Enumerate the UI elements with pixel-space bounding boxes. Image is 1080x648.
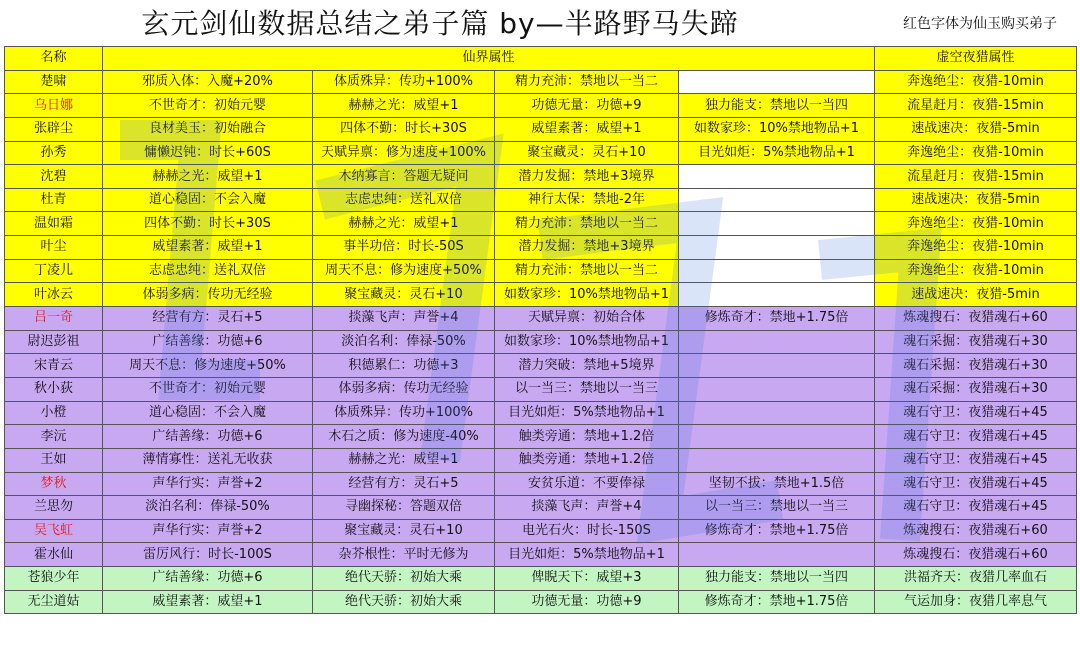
attr-cell: 神行太保：禁地-2年 xyxy=(495,188,679,212)
disciple-name: 小橙 xyxy=(5,401,103,425)
attr-cell: 聚宝藏灵：灵石+10 xyxy=(313,519,495,543)
attr-cell: 淡泊名利：俸禄-50% xyxy=(313,330,495,354)
table-row xyxy=(5,212,1077,236)
night-hunt-cell: 魂石采掘：夜猎魂石+30 xyxy=(875,330,1077,354)
night-hunt-cell: 流星赶月：夜猎-15min xyxy=(875,94,1077,118)
attr-cell: 绝代天骄：初始大乘 xyxy=(313,567,495,591)
night-hunt-cell: 炼魂搜石：夜猎魂石+60 xyxy=(875,519,1077,543)
attr-cell: 天赋异禀：修为速度+100% xyxy=(313,141,495,165)
attr-cell: 威望素著：威望+1 xyxy=(495,117,679,141)
attr-cell: 周天不息：修为速度+50% xyxy=(313,259,495,283)
attr-cell: 威望素著：威望+1 xyxy=(103,590,313,614)
attr-cell: 修炼奇才：禁地+1.75倍 xyxy=(679,519,875,543)
table-row xyxy=(5,354,1077,378)
attr-cell: 绝代天骄：初始大乘 xyxy=(313,590,495,614)
night-hunt-cell: 魂石采掘：夜猎魂石+30 xyxy=(875,354,1077,378)
attr-cell: 功德无量：功德+9 xyxy=(495,590,679,614)
attr-cell: 精力充沛：禁地以一当二 xyxy=(495,70,679,94)
attr-cell xyxy=(679,401,875,425)
attr-cell xyxy=(679,212,875,236)
attr-cell: 潜力突破：禁地+5境界 xyxy=(495,354,679,378)
attr-cell: 以一当三：禁地以一当三 xyxy=(495,377,679,401)
attr-cell: 木石之质：修为速度-40% xyxy=(313,425,495,449)
attr-cell: 体质殊异：传功+100% xyxy=(313,401,495,425)
table-row xyxy=(5,141,1077,165)
title-bar xyxy=(0,0,1080,46)
disciple-name: 丁凌儿 xyxy=(5,259,103,283)
night-hunt-cell: 奔逸绝尘：夜猎-10min xyxy=(875,141,1077,165)
table-row xyxy=(5,330,1077,354)
attr-cell: 道心稳固：不会入魔 xyxy=(103,401,313,425)
attr-cell xyxy=(679,259,875,283)
attr-cell: 志虑忠纯：送礼双倍 xyxy=(103,259,313,283)
night-hunt-cell: 魂石守卫：夜猎魂石+45 xyxy=(875,448,1077,472)
disciple-name: 宋青云 xyxy=(5,354,103,378)
attr-cell: 坚韧不拔：禁地+1.5倍 xyxy=(679,472,875,496)
disciple-name: 无尘道姑 xyxy=(5,590,103,614)
attr-cell: 如数家珍：10%禁地物品+1 xyxy=(495,330,679,354)
table-row xyxy=(5,401,1077,425)
attr-cell xyxy=(679,165,875,189)
night-hunt-cell: 气运加身：夜猎几率息气 xyxy=(875,590,1077,614)
attr-cell: 道心稳固：不会入魔 xyxy=(103,188,313,212)
table-row xyxy=(5,519,1077,543)
night-hunt-cell: 速战速决：夜猎-5min xyxy=(875,283,1077,307)
table-row xyxy=(5,283,1077,307)
header-xukong: 虚空夜猎属性 xyxy=(875,47,1077,71)
legend-note: 红色字体为仙玉购买弟子 xyxy=(903,16,1057,32)
attr-cell: 掞藻飞声：声誉+4 xyxy=(313,307,495,331)
night-hunt-cell: 速战速决：夜猎-5min xyxy=(875,188,1077,212)
table-row xyxy=(5,94,1077,118)
attr-cell xyxy=(679,283,875,307)
attr-cell: 电光石火：时长-150S xyxy=(495,519,679,543)
attr-cell: 广结善缘：功德+6 xyxy=(103,567,313,591)
table-row xyxy=(5,590,1077,614)
attr-cell: 雷厉风行：时长-100S xyxy=(103,543,313,567)
attr-cell: 广结善缘：功德+6 xyxy=(103,425,313,449)
attr-cell xyxy=(679,354,875,378)
attr-cell: 不世奇才：初始元婴 xyxy=(103,377,313,401)
night-hunt-cell: 魂石采掘：夜猎魂石+30 xyxy=(875,377,1077,401)
attr-cell: 慵懒迟钝：时长+60S xyxy=(103,141,313,165)
disciple-name: 乌日娜 xyxy=(5,94,103,118)
attr-cell: 功德无量：功德+9 xyxy=(495,94,679,118)
attr-cell: 声华行实：声誉+2 xyxy=(103,472,313,496)
header-xianjie: 仙界属性 xyxy=(103,47,875,71)
attr-cell: 安贫乐道：不要俸禄 xyxy=(495,472,679,496)
night-hunt-cell: 奔逸绝尘：夜猎-10min xyxy=(875,212,1077,236)
disciple-name: 苍狼少年 xyxy=(5,567,103,591)
attr-cell: 精力充沛：禁地以一当二 xyxy=(495,212,679,236)
night-hunt-cell: 奔逸绝尘：夜猎-10min xyxy=(875,236,1077,260)
table-row xyxy=(5,70,1077,94)
disciple-table xyxy=(4,46,1077,614)
disciple-name: 霍水仙 xyxy=(5,543,103,567)
attr-cell: 事半功倍：时长-50S xyxy=(313,236,495,260)
attr-cell: 赫赫之光：威望+1 xyxy=(313,212,495,236)
disciple-name: 楚啸 xyxy=(5,70,103,94)
attr-cell: 志虑忠纯：送礼双倍 xyxy=(313,188,495,212)
disciple-name: 杜青 xyxy=(5,188,103,212)
table-row xyxy=(5,448,1077,472)
attr-cell: 修炼奇才：禁地+1.75倍 xyxy=(679,307,875,331)
attr-cell: 如数家珍：10%禁地物品+1 xyxy=(679,117,875,141)
attr-cell: 如数家珍：10%禁地物品+1 xyxy=(495,283,679,307)
attr-cell xyxy=(679,330,875,354)
disciple-name: 李沅 xyxy=(5,425,103,449)
disciple-name: 叶冰云 xyxy=(5,283,103,307)
header-name: 名称 xyxy=(5,47,103,71)
attr-cell: 淡泊名利：俸禄-50% xyxy=(103,496,313,520)
attr-cell: 目光如炬：5%禁地物品+1 xyxy=(679,141,875,165)
attr-cell: 四体不勤：时长+30S xyxy=(103,212,313,236)
attr-cell: 潜力发掘：禁地+3境界 xyxy=(495,236,679,260)
attr-cell: 潜力发掘：禁地+3境界 xyxy=(495,165,679,189)
table-row xyxy=(5,567,1077,591)
attr-cell: 广结善缘：功德+6 xyxy=(103,330,313,354)
disciple-name: 吕一奇 xyxy=(5,307,103,331)
disciple-name: 兰思勿 xyxy=(5,496,103,520)
attr-cell: 聚宝藏灵：灵石+10 xyxy=(313,283,495,307)
table-row xyxy=(5,117,1077,141)
table-row xyxy=(5,307,1077,331)
attr-cell: 体质殊异：传功+100% xyxy=(313,70,495,94)
attr-cell xyxy=(679,425,875,449)
attr-cell: 寻幽探秘：答题双倍 xyxy=(313,496,495,520)
disciple-name: 孙秀 xyxy=(5,141,103,165)
disciple-name: 尉迟彭祖 xyxy=(5,330,103,354)
attr-cell: 杂芥根性：平时无修为 xyxy=(313,543,495,567)
header-row xyxy=(5,47,1077,71)
night-hunt-cell: 炼魂搜石：夜猎魂石+60 xyxy=(875,307,1077,331)
table-row xyxy=(5,472,1077,496)
attr-cell: 赫赫之光：威望+1 xyxy=(313,94,495,118)
disciple-name: 张辟尘 xyxy=(5,117,103,141)
attr-cell: 木纳寡言：答题无疑问 xyxy=(313,165,495,189)
attr-cell: 赫赫之光：威望+1 xyxy=(313,448,495,472)
table-row xyxy=(5,165,1077,189)
attr-cell: 威望素著：威望+1 xyxy=(103,236,313,260)
attr-cell: 目光如炬：5%禁地物品+1 xyxy=(495,543,679,567)
attr-cell: 不世奇才：初始元婴 xyxy=(103,94,313,118)
night-hunt-cell: 魂石守卫：夜猎魂石+45 xyxy=(875,401,1077,425)
night-hunt-cell: 流星赶月：夜猎-15min xyxy=(875,165,1077,189)
attr-cell xyxy=(679,70,875,94)
table-row xyxy=(5,236,1077,260)
attr-cell: 良材美玉：初始融合 xyxy=(103,117,313,141)
attr-cell xyxy=(679,377,875,401)
attr-cell: 邪质入体：入魔+20% xyxy=(103,70,313,94)
night-hunt-cell: 魂石守卫：夜猎魂石+45 xyxy=(875,472,1077,496)
attr-cell: 体弱多病：传功无经验 xyxy=(103,283,313,307)
table-row xyxy=(5,543,1077,567)
attr-cell xyxy=(679,543,875,567)
night-hunt-cell: 魂石守卫：夜猎魂石+45 xyxy=(875,425,1077,449)
disciple-name: 王如 xyxy=(5,448,103,472)
attr-cell: 触类旁通：禁地+1.2倍 xyxy=(495,425,679,449)
table-row xyxy=(5,188,1077,212)
attr-cell: 声华行实：声誉+2 xyxy=(103,519,313,543)
attr-cell: 目光如炬：5%禁地物品+1 xyxy=(495,401,679,425)
attr-cell: 精力充沛：禁地以一当二 xyxy=(495,259,679,283)
attr-cell xyxy=(679,448,875,472)
attr-cell: 修炼奇才：禁地+1.75倍 xyxy=(679,590,875,614)
night-hunt-cell: 洪福齐天：夜猎几率血石 xyxy=(875,567,1077,591)
attr-cell xyxy=(679,188,875,212)
night-hunt-cell: 魂石守卫：夜猎魂石+45 xyxy=(875,496,1077,520)
table-row xyxy=(5,377,1077,401)
disciple-name: 吴飞虹 xyxy=(5,519,103,543)
attr-cell: 赫赫之光：威望+1 xyxy=(103,165,313,189)
disciple-name: 秋小荻 xyxy=(5,377,103,401)
attr-cell: 薄情寡性：送礼无收获 xyxy=(103,448,313,472)
attr-cell: 周天不息：修为速度+50% xyxy=(103,354,313,378)
disciple-name: 沈碧 xyxy=(5,165,103,189)
attr-cell: 聚宝藏灵：灵石+10 xyxy=(495,141,679,165)
night-hunt-cell: 奔逸绝尘：夜猎-10min xyxy=(875,70,1077,94)
attr-cell xyxy=(679,236,875,260)
attr-cell: 经营有方：灵石+5 xyxy=(313,472,495,496)
attr-cell: 独力能支：禁地以一当四 xyxy=(679,567,875,591)
disciple-name: 温如霜 xyxy=(5,212,103,236)
attr-cell: 触类旁通：禁地+1.2倍 xyxy=(495,448,679,472)
attr-cell: 掞藻飞声：声誉+4 xyxy=(495,496,679,520)
attr-cell: 体弱多病：传功无经验 xyxy=(313,377,495,401)
night-hunt-cell: 炼魂搜石：夜猎魂石+60 xyxy=(875,543,1077,567)
disciple-name: 叶尘 xyxy=(5,236,103,260)
attr-cell: 积德累仁：功德+3 xyxy=(313,354,495,378)
disciple-name: 梦秋 xyxy=(5,472,103,496)
night-hunt-cell: 奔逸绝尘：夜猎-10min xyxy=(875,259,1077,283)
table-row xyxy=(5,259,1077,283)
attr-cell: 以一当三：禁地以一当三 xyxy=(679,496,875,520)
page-title: 玄元剑仙数据总结之弟子篇 by—半路野马失蹄 xyxy=(141,7,739,40)
table-row xyxy=(5,496,1077,520)
attr-cell: 四体不勤：时长+30S xyxy=(313,117,495,141)
attr-cell: 经营有方：灵石+5 xyxy=(103,307,313,331)
attr-cell: 俾睨天下：威望+3 xyxy=(495,567,679,591)
night-hunt-cell: 速战速决：夜猎-5min xyxy=(875,117,1077,141)
table-row xyxy=(5,425,1077,449)
attr-cell: 天赋异禀：初始合体 xyxy=(495,307,679,331)
attr-cell: 独力能支：禁地以一当四 xyxy=(679,94,875,118)
